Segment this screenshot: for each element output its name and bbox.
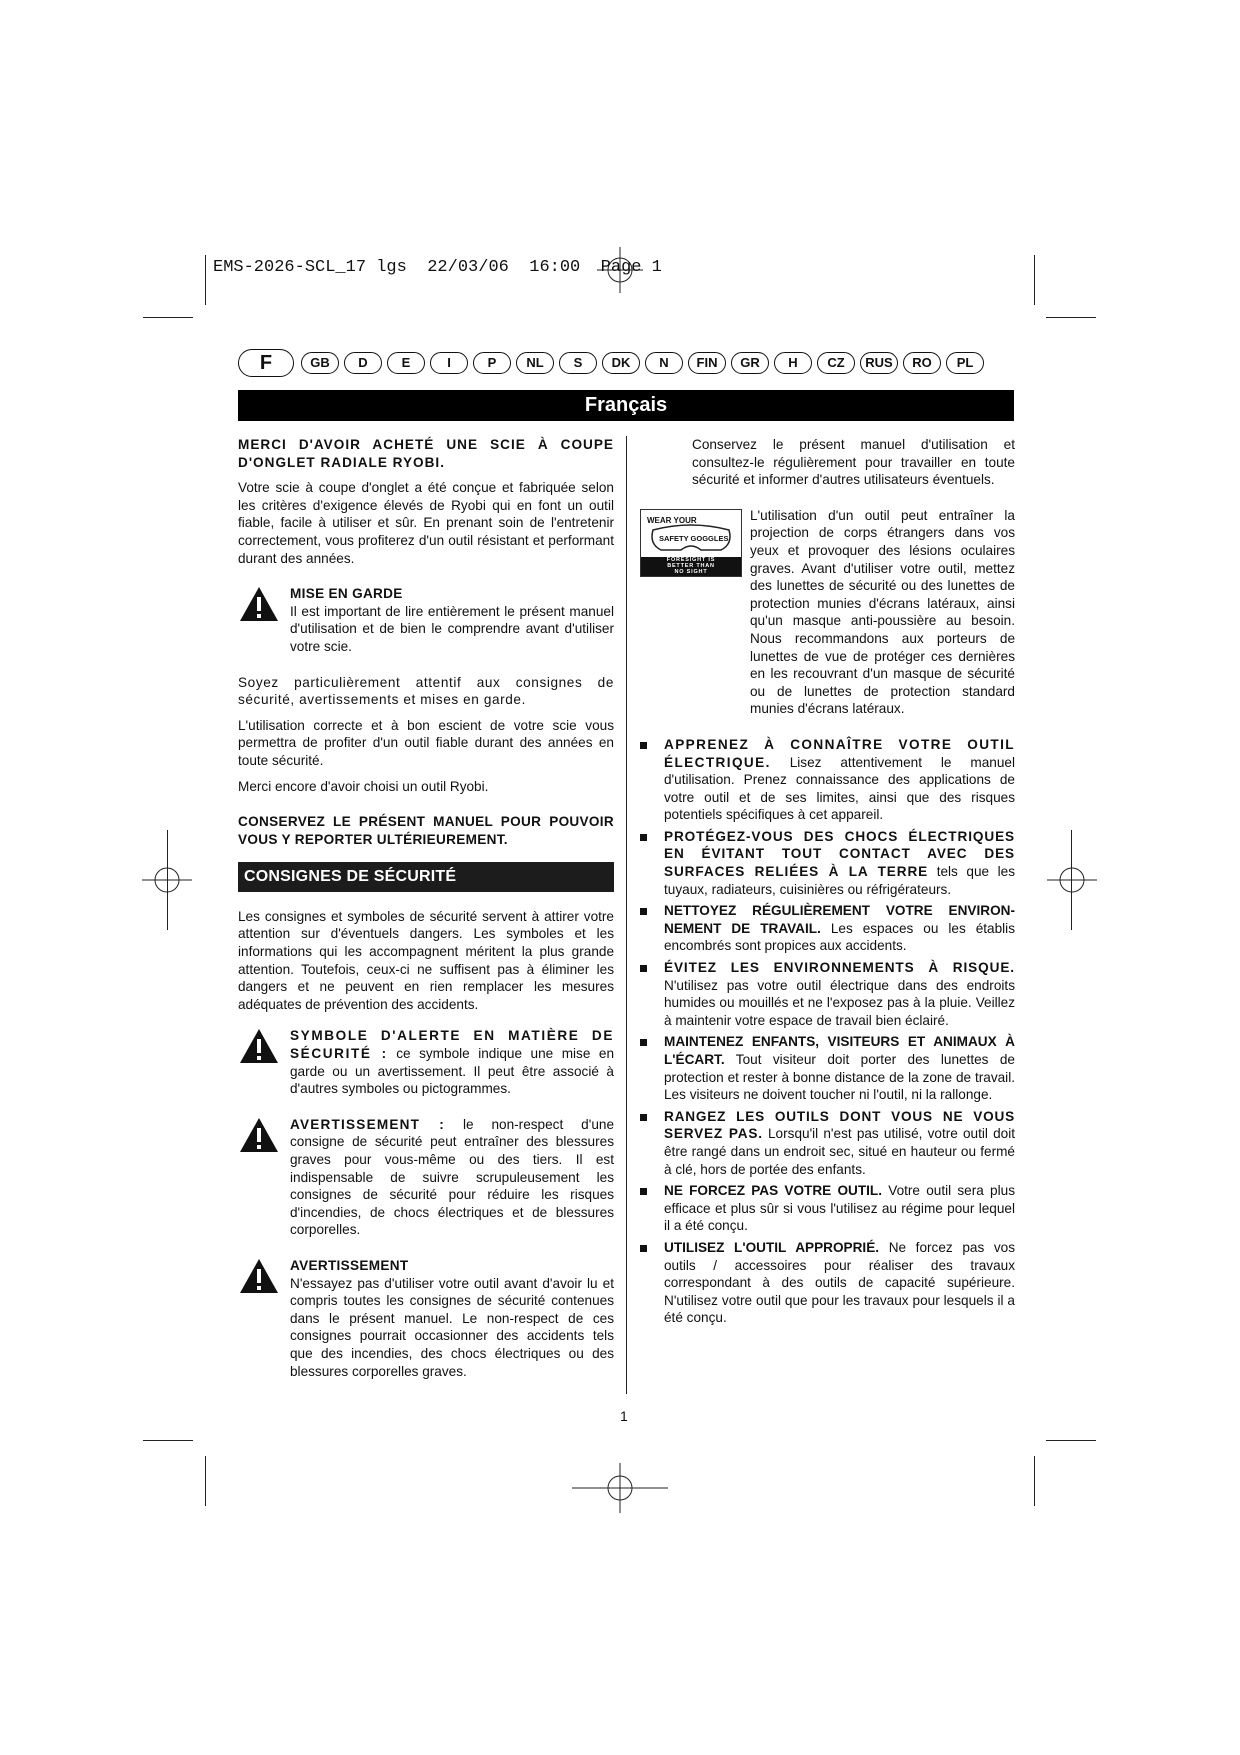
warning-triangle-icon [238,1116,280,1239]
safety-goggles-icon [640,509,742,577]
crop-mark-bottom-right-h [1046,1440,1096,1441]
warning-text: Il est important de lire entièrement le présent manuel d'utilisation et de bien le comprendre avant d'utiliser votre scie. [290,603,614,654]
lang-tab-gr[interactable]: GR [731,352,769,374]
crop-mark-top-left-h [143,317,193,318]
registration-mark-bottom [572,1463,668,1513]
list-item: MAINTENEZ ENFANTS, VISITEURS ET ANIMAUX À L'ÉCART. Tout visiteur doit porter des lunettes de protection et rester à bonne distance de la zone de travail. Les visiteurs ne doivent toucher ni l'outil, ni la rallonge. [640,1033,1015,1103]
list-item: NETTOYEZ RÉGULIÈREMENT VOTRE ENVIRON-NEMENT DE TRAVAIL. Les espaces ou les établis encombrés sont propices aux accidents. [640,902,1015,955]
lang-tab-dk[interactable]: DK [602,352,640,374]
list-item: ÉVITEZ LES ENVIRONNEMENTS À RISQUE. N'utilisez pas votre outil électrique dans des endroits humides ou mouillés et ne l'exposez pas à la pluie. Veillez à maintenir votre espace de travail bien éclairé. [640,959,1015,1029]
list-item: APPRENEZ À CONNAÎTRE VOTRE OUTIL ÉLECTRIQUE. Lisez attentivement le manuel d'utilisation. Prenez connaissance des applications de votre outil et de ses limites, ainsi que des risques potentiels spécifiques à cet appareil. [640,736,1015,824]
section-intro: Les consignes et symboles de sécurité servent à attirer votre attention sur d'éventuels dangers. Les symboles et les informations qui les accompagnent méritent la plus grande attention. Toutefois, ceux-ci ne suffisent pas à éliminer les dangers et ne peuvent en rien remplacer les mesures adéquates de prévention des accidents. [238,908,614,1012]
avertissement-block-2 [238,1257,614,1380]
symbol-alert-block [238,1027,614,1097]
crop-mark-bottom-left-v [205,1456,206,1506]
conservez-heading: CONSERVEZ LE PRÉSENT MANUEL POUR POUVOIR VOUS Y REPORTER ULTÉRIEUREMENT. [238,814,614,847]
lang-tab-d[interactable]: D [344,352,382,374]
list-item: RANGEZ LES OUTILS DONT VOUS NE VOUS SERVEZ PAS. Lorsqu'il n'est pas utilisé, votre outil doit être rangé dans un endroit sec, situé en hauteur ou fermé à clé, hors de portée des enfants. [640,1108,1015,1178]
page-number: 1 [620,1408,628,1424]
crop-mark-bottom-left-h [143,1440,193,1441]
symbol-title: SYMBOLE D'ALERTE EN MATIÈRE DE SÉCURITÉ : [290,1028,614,1062]
warning-triangle-icon [238,1027,280,1097]
avertissement-text: N'essayez pas d'utiliser votre outil avant d'avoir lu et compris toutes les consignes de sécurité contenues dans le présent manuel. Le non-respect de ces consignes pourrait occasionner des accidents tels que des incendies, des chocs électriques ou des blessures corporelles graves. [290,1275,614,1379]
section-title-bar: CONSIGNES DE SÉCURITÉ [238,862,614,892]
lang-tab-i[interactable]: I [430,352,468,374]
lang-tab-fin[interactable]: FIN [688,352,726,374]
lang-tab-rus[interactable]: RUS [860,352,898,374]
print-slug: EMS-2026-SCL_17 lgs 22/03/06 16:00 Page 1 [213,258,662,277]
crop-mark-bottom-right-v [1034,1456,1035,1506]
lang-tab-s[interactable]: S [559,352,597,374]
thanks-heading: MERCI D'AVOIR ACHETÉ UNE SCIE À COUPE D'ONGLET RADIALE RYOBI. [238,437,614,470]
crop-mark-top-right-h [1046,317,1096,318]
crop-mark-top-right-v [1034,255,1035,305]
paragraph-attentif: Soyez particulièrement attentif aux consignes de sécurité, avertissements et mises en garde. [238,674,614,708]
lang-tab-cz[interactable]: CZ [817,352,855,374]
lang-tab-e[interactable]: E [387,352,425,374]
lang-tab-ro[interactable]: RO [903,352,941,374]
paragraph-merci: Merci encore d'avoir choisi un outil Ryobi. [238,778,489,794]
intro-paragraph: Votre scie à coupe d'onglet a été conçue et fabriquée selon les critères d'exigence élevés de Ryobi qui en font un outil fiable, facile à utiliser et sûr. En prenant soin de l'entretenir correctement, vous profiterez d'un outil résistant et performant durant des années. [238,480,614,566]
lang-tab-p[interactable]: P [473,352,511,374]
lang-tab-n[interactable]: N [645,352,683,374]
goggles-label-mid: SAFETY GOGGLES [659,533,729,543]
lang-tab-f[interactable]: F [238,349,294,377]
goggles-label-top: WEAR YOUR [647,515,697,525]
registration-mark-left [142,857,192,903]
avertissement-block-1 [238,1116,614,1239]
warning-triangle-icon [238,1257,280,1380]
list-item: PROTÉGEZ-VOUS DES CHOCS ÉLECTRIQUES EN ÉVITANT TOUT CONTACT AVEC DES SURFACES RELIÉES À LA TERRE tels que les tuyaux, radiateurs, cuisinières ou réfrigérateurs. [640,828,1015,898]
paragraph-utilisation: L'utilisation correcte et à bon escient de votre scie vous permettra de profiter d'un outil fiable durant des années en toute sécurité. [238,717,614,768]
safety-bullet-list [640,736,1015,1327]
left-column [238,436,614,1398]
goggles-label-bottom: FORESIGHT IS BETTER THAN NO SIGHT [666,556,716,575]
right-intro: Conservez le présent manuel d'utilisation et consultez-le régulièrement pour travailler en toute sécurité et informer d'autres utilisateurs éventuels. [692,437,1015,488]
lang-tab-nl[interactable]: NL [516,352,554,374]
lang-tab-gb[interactable]: GB [301,352,339,374]
right-column [640,436,1015,1331]
column-divider [626,436,627,1394]
list-item: NE FORCEZ PAS VOTRE OUTIL. Votre outil sera plus efficace et plus sûr si vous l'utilisez au régime pour lequel il a été conçu. [640,1182,1015,1235]
registration-mark-right [1047,857,1097,903]
lang-tab-pl[interactable]: PL [946,352,984,374]
language-banner: Français [238,390,1014,421]
warning-triangle-icon [238,585,280,655]
warning-title: MISE EN GARDE [290,586,403,602]
crop-mark-top-left-v [205,255,206,305]
symbol-text: ce symbole indique une mise en garde ou un avertissement. Il peut être associé à d'autres symboles ou pictogrammes. [290,1046,615,1097]
avertissement-title: AVERTISSEMENT : [290,1116,446,1132]
avertissement-title: AVERTISSEMENT [290,1257,409,1273]
list-item: UTILISEZ L'OUTIL APPROPRIÉ. Ne forcez pas vos outils / accessoires pour réaliser des travaux correspondant à des outils de capacité supérieure. N'utilisez votre outil que pour les travaux pour lesquels il a été conçu. [640,1239,1015,1327]
goggles-block [640,507,1015,718]
lang-tab-h[interactable]: H [774,352,812,374]
warning-mise-en-garde [238,585,614,655]
avertissement-text: le non-respect d'une consigne de sécurité peut entraîner des blessures graves pour vous-même ou des tiers. Il est indispensable de suivre scrupuleusement les consignes de sécurité pour réduire les risques d'incendies, de chocs électriques et de blessures corporelles. [290,1116,615,1238]
goggles-text: L'utilisation d'un outil peut entraîner la projection de corps étrangers dans vos yeux et provoquer des lésions oculaires graves. Avant d'utiliser votre outil, mettez des lunettes de sécurité ou des lunettes de protection munies d'écrans latéraux, ainsi qu'un masque anti-poussière au besoin. Nous recommandons aux porteurs de lunettes de vue de protéger ces dernières en les recouvrant d'un masque de sécurité ou de lunettes de protection standard munies d'écrans latéraux. [750,507,1015,717]
